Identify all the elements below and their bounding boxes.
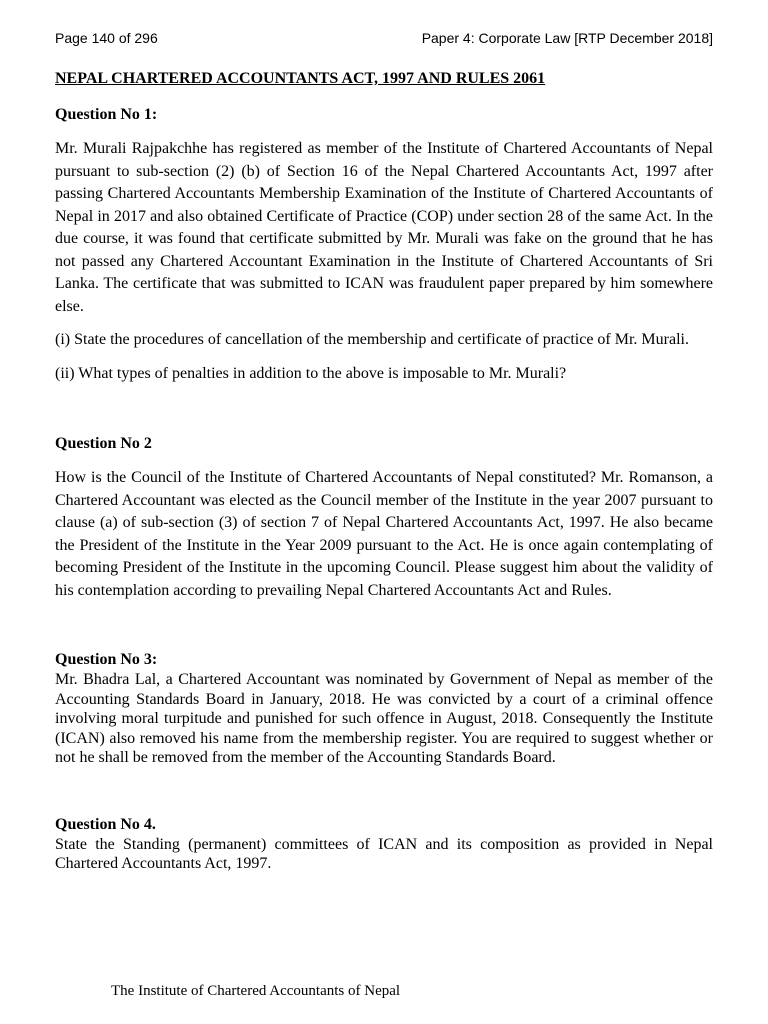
question-1	[55, 105, 713, 385]
question-1-body: Mr. Murali Rajpakchhe has registered as member of the Institute of Chartered Accountants of Nepal pursuant to sub-section (2) (b) of Section 16 of the Nepal Chartered Accountants Act, 1997 after passing Chartered Accountants Membership Examination of the Institute of Chartered Accountants of Nepal in 2017 and also obtained Certificate of Practice (COP) under section 28 of the same Act. In the due course, it was found that certificate submitted by Mr. Murali was fake on the ground that he has not passed any Chartered Accountant Examination in the Institute of Chartered Accountants of Sri Lanka. The certificate that was submitted to ICAN was fraudulent paper prepared by him somewhere else.	[55, 140, 713, 315]
page-number: Page 140 of 296	[55, 30, 158, 46]
question-4-body: State the Standing (permanent) committees of ICAN and its composition as provided in Nepal Chartered Accountants Act, 1997.	[55, 835, 713, 872]
question-2	[55, 434, 713, 602]
question-2-heading: Question No 2	[55, 435, 152, 452]
document-body	[55, 69, 713, 874]
question-3-heading: Question No 3:	[55, 651, 158, 668]
question-1-part-i: (i) State the procedures of cancellation of the membership and certificate of practice of Mr. Murali.	[55, 331, 689, 348]
page-footer: The Institute of Chartered Accountants of Nepal	[111, 983, 401, 999]
question-1-heading: Question No 1:	[55, 106, 158, 123]
question-1-part-ii: (ii) What types of penalties in addition to the above is imposable to Mr. Murali?	[55, 364, 567, 382]
document-title: NEPAL CHARTERED ACCOUNTANTS ACT, 1997 AND RULES 2061	[55, 70, 546, 87]
question-4	[55, 815, 713, 874]
page-header	[55, 30, 713, 50]
question-3-body: Mr. Bhadra Lal, a Chartered Accountant was nominated by Government of Nepal as member of the Accounting Standards Board in January, 2018. He was convicted by a court of a criminal offence involving moral turpitude and punished for such offence in August, 2018. Consequently the Institute (ICAN) also removed his name from the membership register. You are required to suggest whether or not he shall be removed from the member of the Accounting Standards Board.	[55, 671, 713, 766]
question-3	[55, 650, 713, 768]
paper-title: Paper 4: Corporate Law [RTP December 2018]	[421, 30, 713, 46]
question-4-heading: Question No 4.	[55, 815, 156, 833]
question-2-body: How is the Council of the Institute of Chartered Accountants of Nepal constituted? Mr. Romanson, a Chartered Accountant was elected as the Council member of the Institute in the year 2007 pursuant to clause (a) of sub-section (3) of section 7 of Nepal Chartered Accountants Act, 1997. He also became the President of the Institute in the Year 2009 pursuant to the Act. He is once again contemplating of becoming President of the Institute in the upcoming Council. Please suggest him about the validity of his contemplation according to prevailing Nepal Chartered Accountants Act and Rules.	[55, 469, 713, 599]
